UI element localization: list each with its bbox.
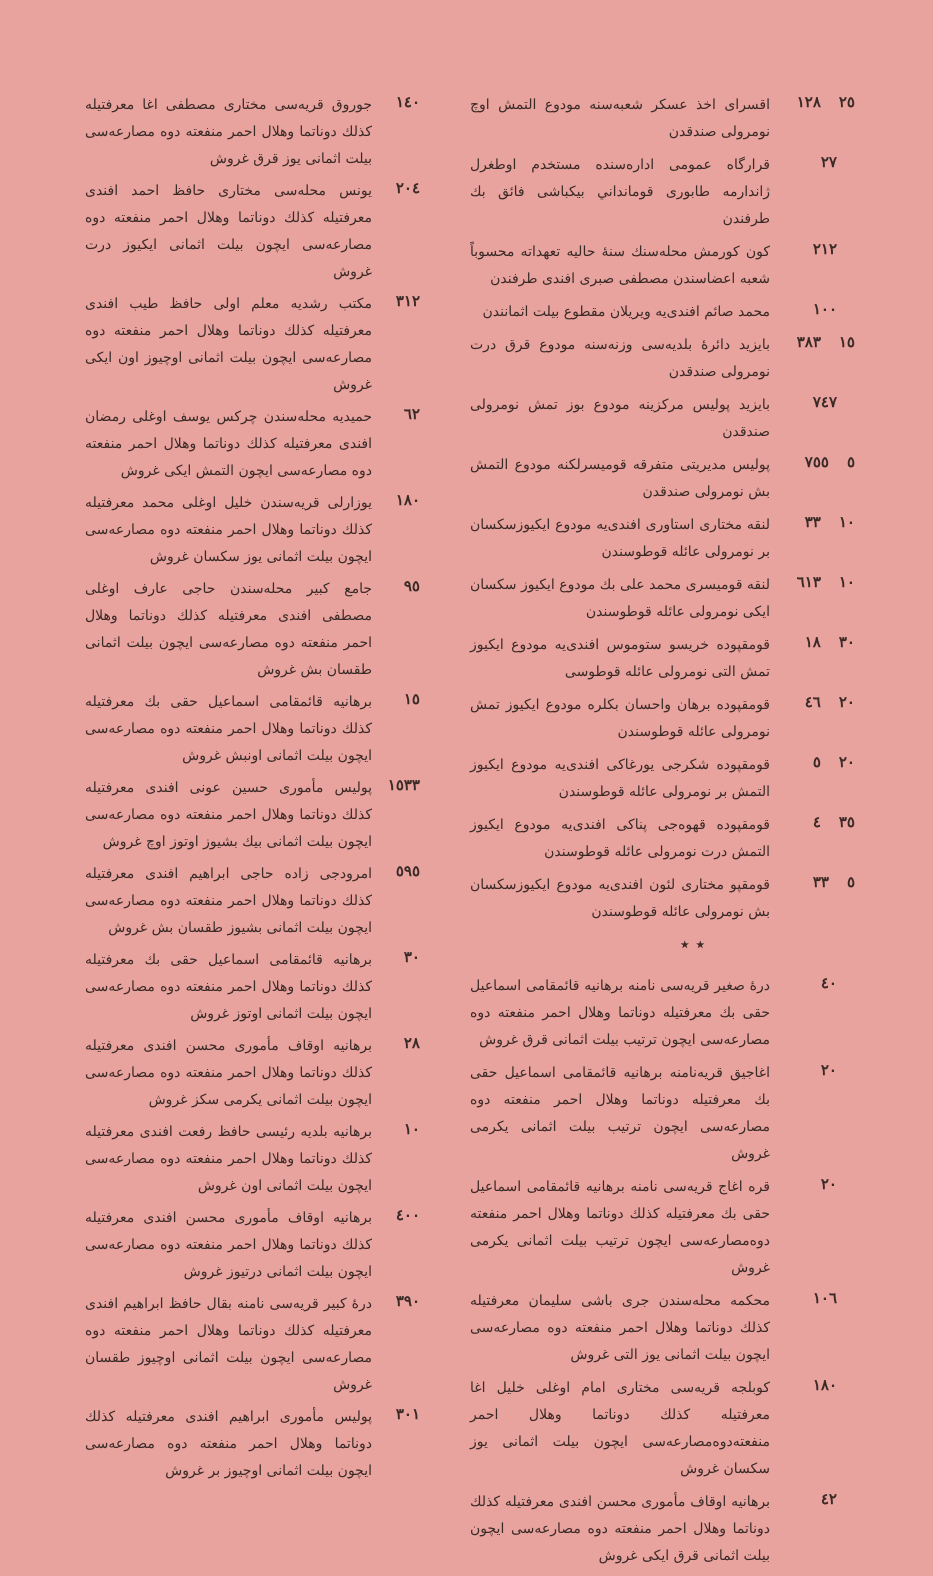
- entry-amount-main: ١٨٠: [395, 491, 420, 509]
- entry-amount-main: ٢١٢: [812, 240, 837, 258]
- entry-amount-main: ٩٥: [403, 577, 420, 595]
- entry-amounts: [372, 178, 420, 197]
- entry-text: برهانیه اوقاف مأموری محسن افندی معرفتیله کذلك دوناتما وهلال احمر منفعته دوه مصارعه‌سی ایچون بیلت اثمانی قرق ایکی غروش: [470, 1494, 770, 1564]
- ledger-entry: [470, 512, 855, 566]
- ledger-entry: [85, 490, 420, 571]
- entry-amount-main: ٢٠: [820, 1175, 837, 1193]
- entry-text: یوزارلی قریه‌سندن خلیل اوغلی محمد معرفتیله کذلك دوناتما وهلال احمر منفعته دوه مصارعه‌سی ایچون بیلت اثمانی یوز سکسان غروش: [85, 495, 372, 565]
- entry-amounts: [770, 572, 855, 591]
- entry-amount-small: ٢٥: [838, 93, 855, 111]
- entry-text: مکتب رشدیه معلم اولی حافظ طیب افندی معرفتیله کذلك دوناتما وهلال احمر منفعته دوه مصارعه‌سی ایچون بیلت اثمانی اوچیوز اون ایکی غروش: [85, 296, 372, 393]
- entry-amounts: [372, 291, 420, 310]
- entry-amount-main: ٧٥٥: [804, 453, 829, 471]
- entry-text: برهانیه قائمقامی اسماعیل حقی بك معرفتیله کذلك دوناتما وهلال احمر منفعته دوه مصارعه‌سی ایچون بیلت اثمانی اوتوز غروش: [85, 952, 372, 1022]
- entry-text: یونس محله‌سی مختاری حافظ احمد افندی معرفتیله کذلك دوناتما وهلال احمر منفعته دوه مصارعه‌سی ایچون بیلت اثمانی ایکیوز درت غروش: [85, 183, 372, 280]
- left-column: [85, 92, 420, 1490]
- entry-amounts: [372, 404, 420, 423]
- ledger-entry: [85, 775, 420, 856]
- ledger-entry: [85, 1205, 420, 1286]
- entry-text: قومقپوده خریسو ستوموس افندی‌یه مودوع ایکیوز تمش التی نومرولی عائله قوطوسی: [470, 637, 770, 680]
- entry-text: جامع کبیر محله‌سندن حاجی عارف اوغلی مصطفی افندی معرفتیله کذلك دوناتما وهلال احمر منفعته دوه مصارعه‌سی ایچون بیلت اثمانی طقسان بش غروش: [85, 581, 372, 678]
- ledger-entry: [470, 872, 855, 926]
- entry-amount-main: ٥: [812, 753, 821, 771]
- entry-amounts: [770, 1174, 855, 1193]
- entry-amount-main: ١٤٠: [395, 93, 420, 111]
- entry-amounts: [770, 872, 855, 891]
- entry-text: كون كورمش محله‌سنك سنهٔ حالیه تعهداته محسوباً شعبه اعضاسندن مصطفی صبری افندی طرفندن: [470, 244, 770, 287]
- entry-amount-main: ٤: [812, 813, 821, 831]
- entry-text: درهٔ صغیر قریه‌سی نامنه برهانیه قائمقامی اسماعیل حقی بك معرفتیله دوناتما وهلال احمر منفعته دوه مصارعه‌سی ایچون ترتیب بیلت اثمانی قرق غروش: [470, 978, 770, 1048]
- entry-amounts: [770, 392, 855, 411]
- entry-amount-main: ٣٣: [812, 873, 829, 891]
- entry-text: پولیس مدیریتی متفرقه قومیسرلکنه مودوع التمش بش نومرولی صندقدن: [470, 457, 770, 500]
- entry-amounts: [372, 1033, 420, 1052]
- right-entries-top: [470, 92, 855, 926]
- entry-amount-small: ١٠: [838, 573, 855, 591]
- entry-amounts: [372, 1291, 420, 1310]
- ledger-entry: [470, 572, 855, 626]
- ledger-entry: [470, 1489, 855, 1570]
- ledger-entry: [470, 973, 855, 1054]
- ledger-entry: [470, 92, 855, 146]
- entry-amount-small: ١٠: [838, 513, 855, 531]
- entry-text: اغاجیق قریه‌نامنه برهانیه قائمقامی اسماعیل حقی بك معرفتیله دوناتما وهلال احمر منفعته دوه مصارعه‌سی ایچون ترتیب بیلت اثمانی یکرمی غروش: [470, 1065, 770, 1162]
- entry-text: قومقپوده قهوه‌جی پناکی افندی‌یه مودوع ایکیوز التمش درت نومرولی عائله قوطوسندن: [470, 817, 770, 860]
- entry-amounts: [372, 1119, 420, 1138]
- ledger-entry: [470, 392, 855, 446]
- entry-amounts: [770, 152, 855, 171]
- entry-text: کوبلجه قریه‌سی مختاری امام اوغلی خلیل اغا معرفتیله کذلك دوناتما وهلال احمر منفعته‌دوه‌مصارعه‌سی ایچون بیلت اثمانی یوز سکسان غروش: [470, 1380, 770, 1477]
- ledger-entry: [85, 404, 420, 485]
- entry-amount-small: ٢٠: [838, 693, 855, 711]
- ledger-entry: [470, 632, 855, 686]
- entry-amount-main: ١٥٣٣: [387, 776, 420, 794]
- entry-text: قرارگاه عمومی اداره‌سنده مستخدم اوطغرل ژاندارمه طابوری قومانداني بیکباشی فائق بك طرفندن: [470, 157, 770, 227]
- entry-amounts: [770, 1060, 855, 1079]
- entry-amounts: [372, 576, 420, 595]
- ledger-entry: [470, 1375, 855, 1483]
- entry-text: برهانیه اوقاف مأموری محسن افندی معرفتیله کذلك دوناتما وهلال احمر منفعته دوه مصارعه‌سی ایچون بیلت اثمانی یکرمی سکز غروش: [85, 1038, 372, 1108]
- ledger-entry: [85, 291, 420, 399]
- entry-amounts: [770, 452, 855, 471]
- entry-amount-main: ١٠٠: [812, 300, 837, 318]
- ledger-entry: [470, 299, 855, 326]
- ledger-entry: [470, 152, 855, 233]
- entry-amounts: [770, 1489, 855, 1508]
- ledger-entry: [470, 239, 855, 293]
- entry-text: جوروق قریه‌سی مختاری مصطفی اغا معرفتیله کذلك دوناتما وهلال احمر منفعته دوه مصارعه‌سی بیلت اثمانی یوز قرق غروش: [85, 97, 372, 167]
- entry-amounts: [770, 692, 855, 711]
- entry-amount-main: ٣٣: [804, 513, 821, 531]
- entry-amount-main: ٦٢: [403, 405, 420, 423]
- entry-text: برهانیه بلدیه رئیسی حافظ رفعت افندی معرفتیله کذلك دوناتما وهلال احمر منفعته دوه مصارعه‌سی ایچون بیلت اثمانی اون غروش: [85, 1124, 372, 1194]
- ledger-entry: [470, 1060, 855, 1168]
- entry-text: پولیس مأموری ابراهیم افندی معرفتیله کذلك دوناتما وهلال احمر منفعته دوه مصارعه‌سی ایچون بیلت اثمانی اوچیوز بر غروش: [85, 1409, 372, 1479]
- entry-amount-main: ١٠٦: [812, 1289, 837, 1307]
- entry-amounts: [372, 689, 420, 708]
- ledger-entry: [85, 1119, 420, 1200]
- entry-text: قومقپوده شکرجی یورغاکی افندی‌یه مودوع ایکیوز التمش بر نومرولی عائله قوطوسندن: [470, 757, 770, 800]
- entry-text: درهٔ کبیر قریه‌سی نامنه بقال حافظ ابراهیم افندی معرفتیله کذلك دوناتما وهلال احمر منفعته دوه مصارعه‌سی ایچون بیلت اثمانی اوچیوز طقسان غروش: [85, 1296, 372, 1393]
- entry-text: پولیس مأموری حسین عونی افندی معرفتیله کذلك دوناتما وهلال احمر منفعته دوه مصارعه‌سی ایچون بیلت اثمانی بیك بشیوز اوتوز اوچ غروش: [85, 780, 372, 850]
- entry-amount-main: ٢٨: [403, 1034, 420, 1052]
- entry-text: برهانیه قائمقامی اسماعیل حقی بك معرفتیله کذلك دوناتما وهلال احمر منفعته دوه مصارعه‌سی ایچون بیلت اثمانی اونبش غروش: [85, 694, 372, 764]
- ledger-entry: [470, 752, 855, 806]
- entry-amount-main: ٢٠٤: [395, 179, 420, 197]
- ledger-entry: [85, 1291, 420, 1399]
- ledger-entry: [470, 1288, 855, 1369]
- entry-amount-small: ٥: [846, 453, 855, 471]
- entry-amounts: [770, 299, 855, 318]
- entry-amount-main: ١٨٠: [812, 1376, 837, 1394]
- right-column: [470, 92, 855, 1576]
- entry-amount-main: ٣٠١: [395, 1405, 420, 1423]
- entry-amounts: [372, 947, 420, 966]
- entry-amount-main: ٣٩٠: [395, 1292, 420, 1310]
- entry-amounts: [372, 92, 420, 111]
- section-separator: ٭ ٭: [679, 934, 706, 955]
- entry-amount-main: ٤٦: [804, 693, 821, 711]
- ledger-entry: [470, 1174, 855, 1282]
- ledger-entry: [85, 1033, 420, 1114]
- entry-text: محکمه محله‌سندن جری باشی سلیمان معرفتیله کذلك دوناتما وهلال احمر منفعته دوه مصارعه‌سی ایچون بیلت اثمانی یوز التی غروش: [470, 1293, 770, 1363]
- entry-text: حمیدیه محله‌سندن چرکس یوسف اوغلی رمضان افندی معرفتیله کذلك دوناتما وهلال احمر منفعته دوه مصارعه‌سی ایچون التمش ایکی غروش: [85, 409, 372, 479]
- entry-text: قومقپوده برهان واحسان بکلره مودوع ایکیوز تمش نومرولی عائله قوطوسندن: [470, 697, 770, 740]
- entry-amounts: [770, 1375, 855, 1394]
- entry-amounts: [770, 92, 855, 111]
- entry-amount-main: ٥٩٥: [395, 862, 420, 880]
- entry-text: بایزید دائرهٔ بلدیه‌سی وزنه‌سنه مودوع قرق درت نومرولی صندقدن: [470, 337, 770, 380]
- entry-amounts: [372, 490, 420, 509]
- entry-amount-main: ١٨: [804, 633, 821, 651]
- ledger-entry: [85, 1404, 420, 1485]
- ledger-entry: [85, 861, 420, 942]
- entry-text: لنقه قومیسری محمد علی بك مودوع ایکیوز سکسان ایکی نومرولی عائله قوطوسندن: [470, 577, 770, 620]
- ledger-entry: [85, 947, 420, 1028]
- entry-amounts: [770, 973, 855, 992]
- entry-text: محمد صائم افندی‌یه ویریلان مقطوع بیلت اثمانندن: [482, 304, 770, 320]
- entry-amount-main: ٢٠: [820, 1061, 837, 1079]
- entry-amounts: [770, 752, 855, 771]
- entry-amount-main: ٤٠٠: [395, 1206, 420, 1224]
- entry-amounts: [770, 632, 855, 651]
- entry-amounts: [770, 1288, 855, 1307]
- entry-amount-main: ٢٧: [820, 153, 837, 171]
- entry-amount-main: ١٥: [403, 690, 420, 708]
- entry-amount-main: ١٠: [403, 1120, 420, 1138]
- entry-amount-main: ٧٤٧: [812, 393, 837, 411]
- entry-text: قومقپو مختاری لئون افندی‌یه مودوع ایکیوزسکسان بش نومرولی عائله قوطوسندن: [470, 877, 770, 920]
- entry-text: اقسرای اخذ عسکر شعبه‌سنه مودوع التمش اوچ نومرولی صندقدن: [470, 97, 770, 140]
- entry-amounts: [770, 239, 855, 258]
- entry-text: برهانیه اوقاف مأموری محسن افندی معرفتیله کذلك دوناتما وهلال احمر منفعته دوه مصارعه‌سی ایچون بیلت اثمانی درتیوز غروش: [85, 1210, 372, 1280]
- ledger-entry: [85, 689, 420, 770]
- entry-amount-main: ٦١٣: [796, 573, 821, 591]
- ledger-entry: [470, 452, 855, 506]
- entry-amount-main: ٣٨٣: [796, 333, 821, 351]
- entry-text: قره اغاج قریه‌سی نامنه برهانیه قائمقامی اسماعیل حقی بك معرفتیله کذلك دوناتما وهلال احمر منفعته دوه‌مصارعه‌سی ایچون ترتیب بیلت اثمانی یکرمی غروش: [470, 1179, 770, 1276]
- entry-amount-small: ٥: [846, 873, 855, 891]
- entry-amounts: [770, 332, 855, 351]
- ledger-entry: [85, 576, 420, 684]
- entry-amount-main: ٤٢: [820, 1490, 837, 1508]
- entry-amounts: [372, 1404, 420, 1423]
- ledger-entry: [470, 812, 855, 866]
- entry-text: امرودجی زاده حاجی ابراهیم افندی معرفتیله کذلك دوناتما وهلال احمر منفعته دوه مصارعه‌سی ایچون بیلت اثمانی بشیوز طقسان بش غروش: [85, 866, 372, 936]
- entry-amount-small: ٣٥: [838, 813, 855, 831]
- entry-amounts: [770, 812, 855, 831]
- entry-amount-small: ٢٠: [838, 753, 855, 771]
- entry-amount-main: ٣٠: [403, 948, 420, 966]
- entry-amounts: [372, 1205, 420, 1224]
- entry-amount-small: ٣٠: [838, 633, 855, 651]
- right-entries-bottom: [470, 973, 855, 1570]
- entry-amount-small: ١٥: [838, 333, 855, 351]
- entry-amounts: [372, 861, 420, 880]
- entry-amount-main: ٣١٢: [395, 292, 420, 310]
- entry-amount-main: ٤٠: [820, 974, 837, 992]
- entry-amounts: [770, 512, 855, 531]
- entry-text: بایزید پولیس مرکزینه مودوع بوز تمش نومرولی صندقدن: [470, 397, 770, 440]
- left-entries: [85, 92, 420, 1485]
- ledger-entry: [470, 332, 855, 386]
- ledger-entry: [85, 92, 420, 173]
- entry-text: لنقه مختاری استاوری افندی‌یه مودوع ایکیوزسکسان بر نومرولی عائله قوطوسندن: [470, 517, 770, 560]
- entry-amount-main: ١٢٨: [796, 93, 821, 111]
- ledger-entry: [470, 692, 855, 746]
- ledger-entry: [85, 178, 420, 286]
- entry-amounts: [372, 775, 420, 794]
